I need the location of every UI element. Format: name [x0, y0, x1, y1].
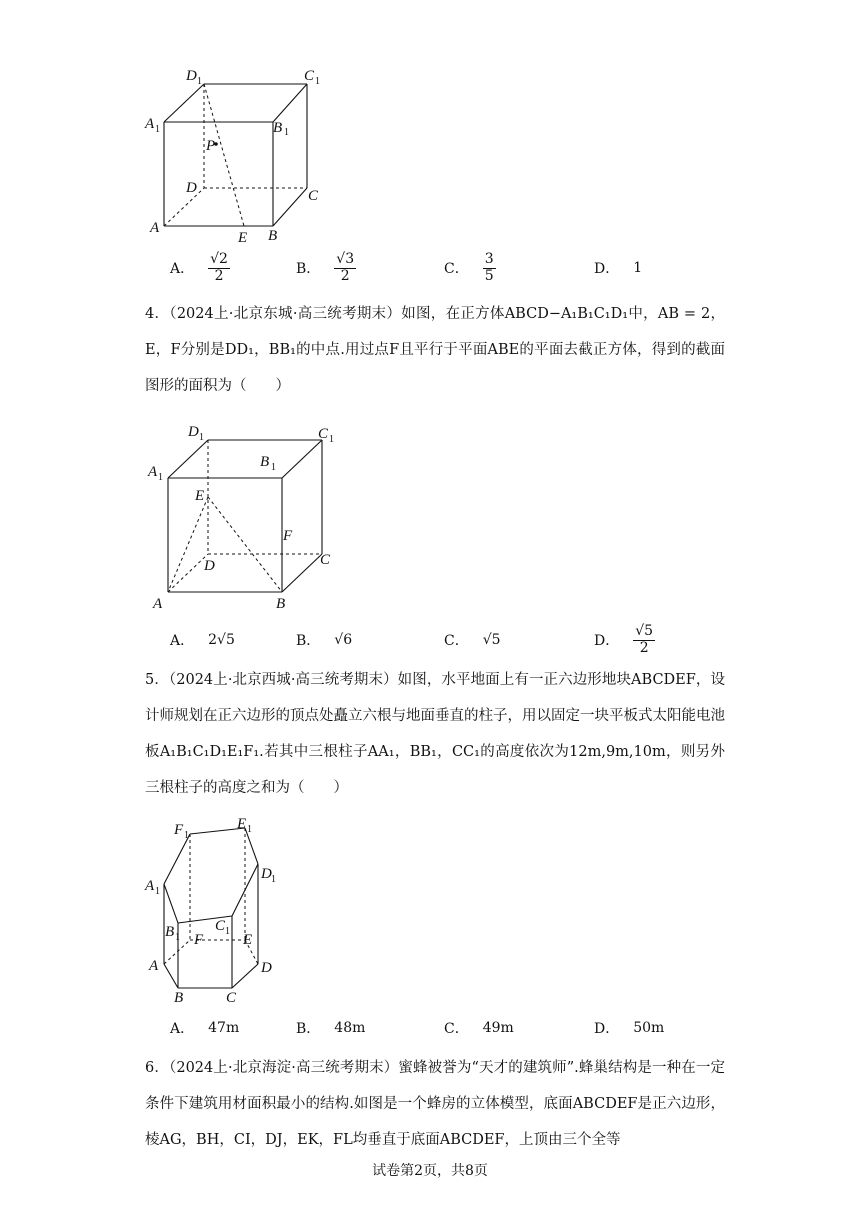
label-e: E [243, 932, 253, 948]
label-p: P [206, 138, 216, 154]
svg-text:1: 1 [329, 434, 334, 445]
q4-option-d[interactable]: D． $\frac{√5}{2}$ [594, 623, 654, 656]
label-b1: B [260, 454, 270, 470]
label-d1: D [188, 424, 199, 440]
svg-text:1: 1 [284, 127, 289, 138]
q5-options [0, 1010, 860, 1046]
label-a1: A [145, 116, 155, 132]
fraction: $\frac{√2}{2}$ [210, 251, 228, 284]
q4-option-a[interactable]: A． 2√5 [170, 632, 235, 649]
q3-cube-figure [140, 62, 340, 247]
label-d1: D [261, 866, 272, 882]
label-c1: C [304, 68, 315, 84]
svg-text:1: 1 [197, 76, 202, 87]
svg-text:1: 1 [199, 432, 204, 443]
q5-option-b[interactable]: B． 48m [296, 1020, 366, 1037]
page-footer: 试卷第2页，共8页 [372, 1163, 488, 1179]
label-c: C [308, 188, 319, 204]
label-d: D [204, 558, 215, 574]
fraction: $\frac{√5}{2}$ [635, 623, 654, 656]
q5-option-c[interactable]: C． 49m [444, 1020, 514, 1037]
q4-cube-figure [140, 418, 340, 618]
q5-option-d[interactable]: D． 50m [594, 1020, 665, 1037]
label-a1: A [145, 878, 155, 894]
label-e: E [195, 488, 205, 504]
q3-option-a[interactable]: A． $\frac{√2}{2}$ [170, 251, 228, 284]
label-e1: E [237, 816, 247, 832]
svg-text:1: 1 [175, 932, 180, 943]
label-b1: B [273, 120, 283, 136]
svg-text:1: 1 [247, 824, 252, 835]
q5-option-a[interactable]: A． 47m [170, 1020, 240, 1037]
q5-hexagon-figure [140, 812, 300, 1007]
q4-options [0, 622, 860, 658]
label-d: D [261, 960, 272, 976]
svg-text:1: 1 [158, 472, 163, 483]
label-b: B [276, 596, 286, 612]
label-c: C [226, 990, 237, 1006]
svg-text:1: 1 [271, 462, 276, 473]
label-c1: C [215, 918, 226, 934]
q4-option-c[interactable]: C． √5 [444, 632, 501, 649]
svg-text:1: 1 [225, 926, 230, 937]
q3-option-c[interactable]: C． $\frac{3}{5}$ [444, 251, 494, 284]
label-e: E [238, 230, 248, 246]
label-d1: D [186, 68, 197, 84]
label-c: C [320, 552, 331, 568]
q6-question: 6．（2024上·北京海淀·高三统考期末）蜜蜂被誉为“天才的建筑师”.蜂巢结构是一种在一定条件下建筑用材面积最小的结构.如图是一个蜂房的立体模型，底面ABCDEF是正六边形，棱AG，BH，CI，DJ，EK，FL均垂直于底面ABCDEF，上顶由三个全等 [145, 1060, 725, 1148]
label-b1: B [165, 924, 175, 940]
label-f: F [194, 932, 204, 948]
fraction: $\frac{√3}{2}$ [336, 251, 355, 284]
q3-option-d[interactable]: D． 1 [594, 260, 643, 277]
label-c1: C [318, 426, 329, 442]
q3-options [0, 250, 860, 286]
label-a: A [150, 220, 160, 236]
q5-question: 5．（2024上·北京西城·高三统考期末）如图，水平地面上有一正六边形地块ABCDEF，设计师规划在正六边形的顶点处矗立六根与地面垂直的柱子，用以固定一块平板式太阳能电池板A₁B₁C₁D₁E₁F₁.若其中三根柱子AA₁，BB₁，CC₁的高度依次为12m,9m,10m，则另外三根柱子的高度之和为（ ） [145, 672, 725, 796]
label-a: A [153, 596, 163, 612]
label-b: B [268, 228, 278, 244]
label-d: D [186, 180, 197, 196]
svg-text:1: 1 [271, 874, 276, 885]
label-f1: F [174, 822, 184, 838]
q4-option-b[interactable]: B． √6 [296, 632, 353, 649]
q4-question: 4．（2024上·北京东城·高三统考期末）如图，在正方体ABCD−A₁B₁C₁D₁中，AB = 2，E，F分别是DD₁，BB₁的中点.用过点F且平行于平面ABE的平面去截正方体，得到的截面图形的面积为（ ） [145, 306, 725, 394]
svg-text:1: 1 [315, 76, 320, 87]
label-a: A [149, 958, 159, 974]
label-b: B [174, 990, 184, 1006]
svg-text:1: 1 [155, 124, 160, 135]
svg-text:1: 1 [155, 886, 160, 897]
q3-option-b[interactable]: B． $\frac{√3}{2}$ [296, 251, 355, 284]
label-f: F [283, 528, 293, 544]
svg-text:1: 1 [184, 830, 189, 841]
fraction: $\frac{3}{5}$ [484, 251, 494, 284]
label-a1: A [148, 464, 158, 480]
